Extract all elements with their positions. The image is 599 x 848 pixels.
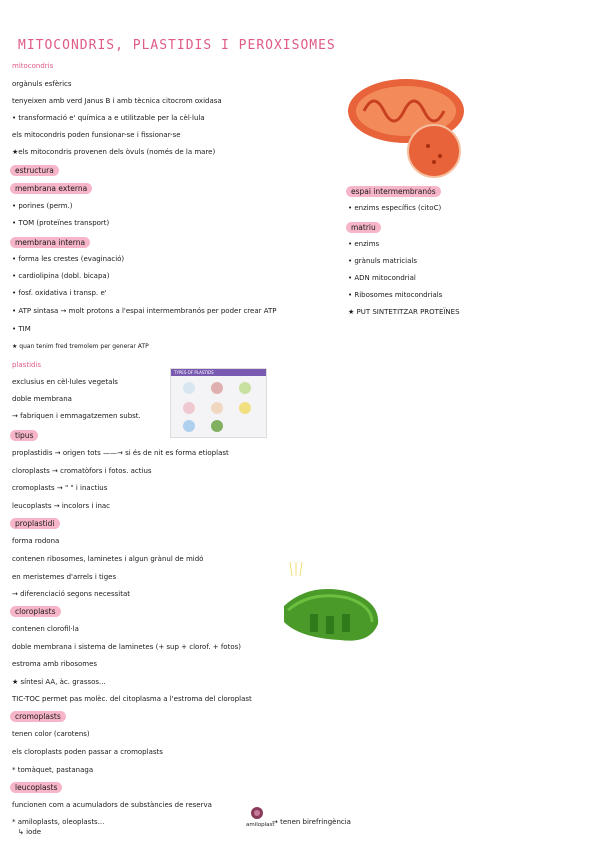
leu-line-1: * amiloplasts, oleoplasts... xyxy=(12,818,105,826)
espai-line-0: • enzims específics (citoC) xyxy=(348,204,442,212)
int-line-4: • TIM xyxy=(12,325,31,333)
plastid-types-image xyxy=(170,368,267,438)
int-line-3: • ATP sintasa → molt protons a l'espai intermembranós per poder crear ATP xyxy=(12,307,277,315)
proplastidi-label: proplastidi xyxy=(10,518,60,529)
matriu-line-4: ★ PUT SINTETITZAR PROTEÏNES xyxy=(348,308,460,316)
mito-line-0: orgànuls esfèrics xyxy=(12,80,72,88)
membrana-interna-label: membrana interna xyxy=(10,237,90,248)
int-line-2: • fosf. oxidativa i transp. e' xyxy=(12,289,107,297)
clo-line-1: doble membrana i sistema de laminetes (+ sup + clorof. + fotos) xyxy=(12,643,241,651)
mito-note: ★ quan tenim fred tremolem per generar ATP xyxy=(12,343,149,350)
pro-line-2: en meristemes d'arrels i tiges xyxy=(12,573,117,581)
clo-line-2: estroma amb ribosomes xyxy=(12,660,98,668)
amyloplast-icon xyxy=(250,806,264,820)
amyloplast-label: amiloplast xyxy=(246,822,275,828)
estructura-label: estructura xyxy=(10,165,59,176)
mito-line-1: tenyeixen amb verd Janus B i amb tècnica citocrom oxidasa xyxy=(12,97,222,105)
cromoplasts-label: cromoplasts xyxy=(10,711,66,722)
mito-line-3: els mitocondris poden funsionar-se i fissionar-se xyxy=(12,131,181,139)
amyloplast-note: → tenen birefringència xyxy=(272,818,351,826)
plastid-types-title: TYPES OF PLASTIDS xyxy=(171,369,266,376)
matriu-line-1: • grànuls matricials xyxy=(348,257,418,265)
int-line-1: • cardiolipina (dobl. bicapa) xyxy=(12,272,110,280)
espai-label: espai intermembranós xyxy=(346,186,441,197)
cro-line-0: tenen color (carotens) xyxy=(12,730,90,738)
plast-heading: plastidis xyxy=(12,361,42,369)
cro-line-2: * tomàquet, pastanaga xyxy=(12,766,94,774)
tipus-line-2: cromoplasts → " " i inactius xyxy=(12,484,108,492)
cro-line-1: els cloroplasts poden passar a cromoplasts xyxy=(12,748,163,756)
clo-line-4: TIC-TOC permet pas molèc. del citoplasma a l'estroma del cloroplast xyxy=(12,695,252,703)
mito-line-2: • transformació e' química a e utilitzable per la cèl·lula xyxy=(12,114,205,122)
mito-heading: mitocondris xyxy=(12,62,54,70)
tipus-line-3: leucoplasts → incolors i inac xyxy=(12,502,111,510)
matriu-label: matriu xyxy=(346,222,381,233)
leu-line-0: funcionen com a acumuladors de substàncies de reserva xyxy=(12,801,212,809)
leucoplasts-label: leucoplasts xyxy=(10,782,62,793)
leu-line-2: ↳ iode xyxy=(18,828,42,836)
mitochondria-illustration xyxy=(344,66,478,184)
ext-line-1: • TOM (proteïnes transport) xyxy=(12,219,110,227)
plast-line-1: doble membrana xyxy=(12,395,72,403)
tipus-label: tipus xyxy=(10,430,38,441)
pro-line-3: → diferenciació segons necessitat xyxy=(12,590,131,598)
pro-line-0: forma rodona xyxy=(12,537,60,545)
pro-line-1: contenen ribosomes, laminetes i algun grànul de midó xyxy=(12,555,204,563)
matriu-line-3: • Ribosomes mitocondrials xyxy=(348,291,443,299)
cloroplasts-label: cloroplasts xyxy=(10,606,61,617)
tipus-line-0: proplastidis → origen tots ——→ si és de nit es forma etioplast xyxy=(12,449,229,457)
plast-line-2: → fabriquen i emmagatzemen subst. xyxy=(12,412,141,420)
ext-line-0: • porines (perm.) xyxy=(12,202,73,210)
clo-line-0: contenen clorofil·la xyxy=(12,625,79,633)
plast-line-0: exclusius en cèl·lules vegetals xyxy=(12,378,118,386)
matriu-line-0: • enzims xyxy=(348,240,380,248)
matriu-line-2: • ADN mitocondrial xyxy=(348,274,416,282)
membrana-externa-label: membrana externa xyxy=(10,183,92,194)
clo-line-3: ★ síntesi AA, àc. grassos... xyxy=(12,678,106,686)
mito-line-4: ★els mitocondris provenen dels òvuls (només de la mare) xyxy=(12,148,216,156)
int-line-0: • forma les crestes (evaginació) xyxy=(12,255,125,263)
page-title: MITOCONDRIS, PLASTIDIS I PEROXISOMES xyxy=(18,38,336,53)
chloroplast-illustration xyxy=(280,562,384,648)
tipus-line-1: cloroplasts → cromatòfors i fotos. actius xyxy=(12,467,152,475)
